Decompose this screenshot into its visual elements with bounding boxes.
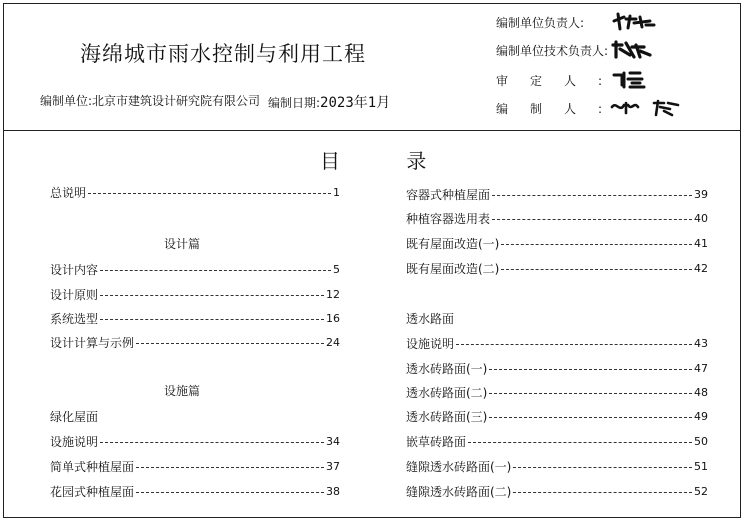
toc-entry-title: 缝隙透水砖路面(二) bbox=[406, 484, 512, 499]
toc-entry-page: 52 bbox=[694, 484, 708, 498]
toc-leader bbox=[489, 417, 692, 418]
toc-entry-page: 41 bbox=[694, 236, 708, 250]
toc-entry[interactable] bbox=[406, 333, 708, 353]
toc-entry-title: 设施说明 bbox=[50, 434, 99, 449]
toc-leader bbox=[501, 244, 692, 245]
toc-entry-page: 42 bbox=[694, 261, 708, 275]
compiling-date bbox=[268, 92, 390, 112]
toc-leader bbox=[513, 467, 692, 468]
signature-row-approver bbox=[496, 72, 625, 94]
toc-leader bbox=[100, 295, 324, 296]
toc-entry[interactable] bbox=[50, 456, 340, 476]
toc-entry-title: 容器式种植屋面 bbox=[406, 187, 491, 202]
toc-entry-title: 透水砖路面(二) bbox=[406, 385, 488, 400]
toc-leader bbox=[513, 492, 692, 493]
toc-entry-page: 24 bbox=[326, 335, 340, 349]
compiling-unit-label: 编制单位: bbox=[40, 94, 93, 108]
toc-leader bbox=[492, 219, 692, 220]
toc-entry-title: 花园式种植屋面 bbox=[50, 484, 135, 499]
toc-leader bbox=[489, 393, 692, 394]
toc-leader bbox=[100, 270, 331, 271]
toc-entry-title: 设计内容 bbox=[50, 262, 99, 277]
signature-row-tech-head bbox=[496, 42, 610, 64]
toc-entry-title: 系统选型 bbox=[50, 311, 99, 326]
toc-entry-page: 1 bbox=[333, 185, 340, 199]
toc-entry-title: 设计原则 bbox=[50, 287, 99, 302]
toc-entry[interactable] bbox=[50, 332, 340, 352]
toc-entry-title: 缝隙透水砖路面(一) bbox=[406, 459, 512, 474]
handwritten-signature bbox=[610, 97, 686, 119]
toc-entry-page: 43 bbox=[694, 336, 708, 350]
toc-entry-title: 种植容器选用表 bbox=[406, 211, 491, 226]
toc-entry-title: 嵌草砖路面 bbox=[406, 434, 467, 449]
toc-entry[interactable] bbox=[406, 184, 708, 204]
toc-entry-title: 既有屋面改造(一) bbox=[406, 236, 500, 251]
toc-entry[interactable] bbox=[406, 233, 708, 253]
signature-row-compiler bbox=[496, 100, 625, 122]
toc-entry-title: 设计计算与示例 bbox=[50, 335, 135, 350]
compiling-unit bbox=[40, 92, 260, 109]
toc-leader bbox=[136, 492, 324, 493]
toc-title: 目 录 bbox=[320, 149, 457, 173]
toc-leader bbox=[456, 344, 692, 345]
handwritten-signature bbox=[610, 69, 650, 91]
toc-entry-page: 51 bbox=[694, 459, 708, 473]
handwritten-signature bbox=[610, 11, 656, 33]
signature-row-unit-head bbox=[496, 14, 610, 36]
toc-leader bbox=[492, 195, 692, 196]
document-title: 海绵城市雨水控制与利用工程 bbox=[80, 42, 366, 66]
toc-entry[interactable] bbox=[50, 182, 340, 202]
toc-entry-title: 设施说明 bbox=[406, 336, 455, 351]
toc-entry[interactable] bbox=[406, 208, 708, 228]
toc-leader bbox=[136, 343, 324, 344]
section-heading-design: 设计篇 bbox=[164, 237, 201, 251]
toc-entry-title: 透水砖路面(一) bbox=[406, 361, 488, 376]
toc-leader bbox=[468, 442, 692, 443]
toc-entry[interactable] bbox=[406, 358, 708, 378]
toc-entry[interactable] bbox=[50, 481, 340, 501]
toc-entry[interactable] bbox=[50, 431, 340, 451]
toc-entry[interactable] bbox=[406, 481, 708, 501]
header-divider bbox=[3, 130, 741, 131]
toc-entry[interactable] bbox=[406, 456, 708, 476]
subsection-heading-green-roof: 绿化屋面 bbox=[50, 410, 99, 424]
role-label: 编制人: bbox=[496, 102, 625, 116]
toc-entry-page: 49 bbox=[694, 409, 708, 423]
toc-entry-page: 48 bbox=[694, 385, 708, 399]
section-heading-pavement: 透水路面 bbox=[406, 312, 455, 326]
toc-entry[interactable] bbox=[406, 406, 708, 426]
compiling-unit-value: 北京市建筑设计研究院有限公司 bbox=[92, 94, 261, 108]
role-label: 审定人: bbox=[496, 74, 625, 88]
toc-leader bbox=[136, 467, 324, 468]
compiling-date-label: 编制日期: bbox=[268, 96, 321, 110]
compiling-date-value: 2023年1月 bbox=[320, 95, 391, 111]
toc-entry-page: 5 bbox=[333, 262, 340, 276]
handwritten-signature bbox=[610, 39, 656, 61]
toc-entry[interactable] bbox=[406, 431, 708, 451]
toc-entry-page: 47 bbox=[694, 361, 708, 375]
toc-leader bbox=[88, 193, 331, 194]
role-label: 编制单位技术负责人: bbox=[496, 44, 609, 58]
role-label: 编制单位负责人: bbox=[496, 16, 585, 30]
toc-entry[interactable] bbox=[50, 259, 340, 279]
toc-entry-page: 39 bbox=[694, 187, 708, 201]
toc-entry-page: 34 bbox=[326, 434, 340, 448]
toc-entry-page: 38 bbox=[326, 484, 340, 498]
toc-entry[interactable] bbox=[406, 258, 708, 278]
toc-entry[interactable] bbox=[406, 382, 708, 402]
toc-entry-page: 37 bbox=[326, 459, 340, 473]
toc-entry[interactable] bbox=[50, 308, 340, 328]
toc-entry-title: 简单式种植屋面 bbox=[50, 459, 135, 474]
toc-entry-title: 既有屋面改造(二) bbox=[406, 261, 500, 276]
toc-leader bbox=[501, 269, 692, 270]
toc-entry-page: 16 bbox=[326, 311, 340, 325]
toc-entry[interactable] bbox=[50, 284, 340, 304]
toc-entry-title: 透水砖路面(三) bbox=[406, 409, 488, 424]
toc-leader bbox=[100, 319, 324, 320]
toc-leader bbox=[489, 369, 692, 370]
toc-entry-page: 12 bbox=[326, 287, 340, 301]
section-heading-facility: 设施篇 bbox=[164, 384, 201, 398]
toc-leader bbox=[100, 442, 324, 443]
toc-entry-page: 40 bbox=[694, 211, 708, 225]
toc-entry-title: 总说明 bbox=[50, 185, 87, 200]
toc-entry-page: 50 bbox=[694, 434, 708, 448]
